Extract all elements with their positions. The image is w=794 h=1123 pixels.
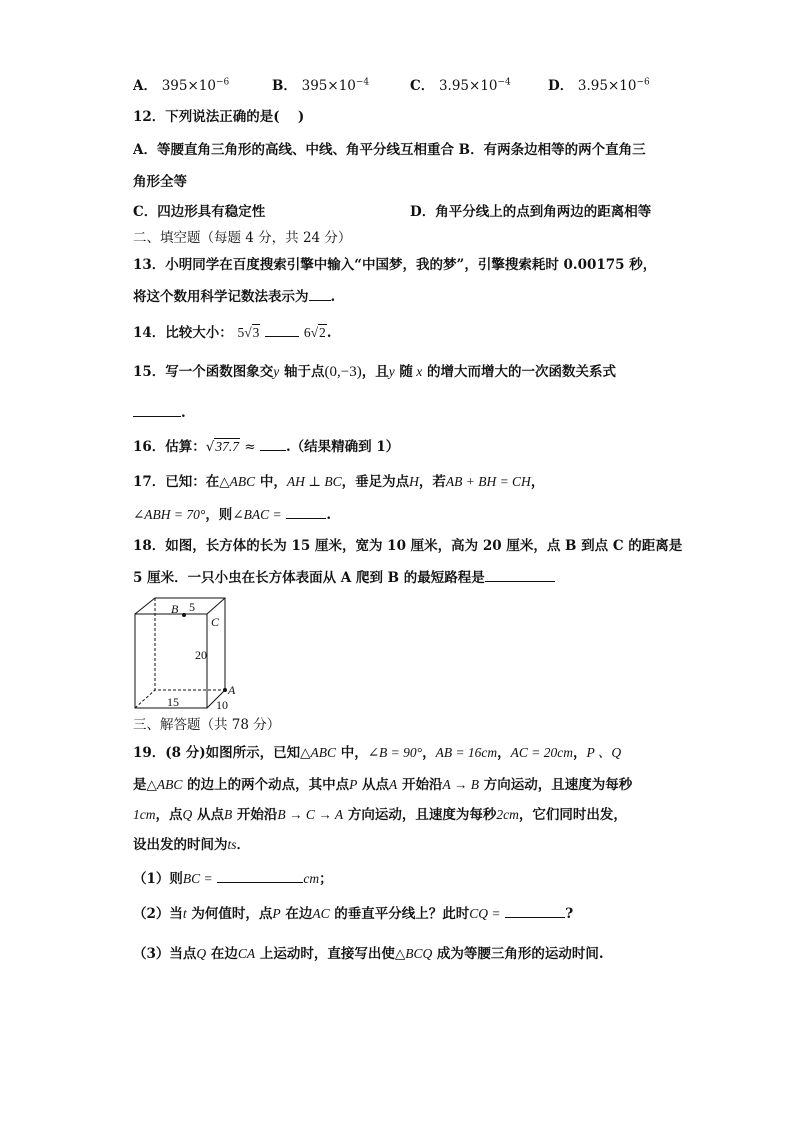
text: ? (565, 906, 574, 922)
option-letter: D． (548, 78, 574, 94)
math: AC = 20cm (510, 745, 574, 760)
option-value: 395×10 (161, 78, 216, 94)
math: Q (196, 946, 207, 961)
text: ， (530, 474, 545, 490)
q19-line3 (133, 806, 627, 824)
text: 从点 (192, 807, 224, 823)
label-b: B (171, 602, 179, 616)
math: t (182, 906, 187, 921)
math: cm (303, 871, 320, 886)
option-value: 3.95×10 (577, 78, 637, 94)
q12-option-c: C．四边形具有稳定性 (133, 204, 266, 220)
q19-sub3 (133, 945, 604, 963)
q14-prefix: 14．比较大小： (133, 325, 233, 341)
answer-blank (265, 323, 299, 337)
math: 1cm (133, 807, 156, 822)
answer-blank (286, 505, 326, 519)
text: 在边 (280, 906, 313, 922)
text: ，且 (361, 364, 389, 380)
q13-line1: 13．小明同学在百度搜索引擎中输入“中国梦，我的梦”，引擎搜索耗时 0.00175 秒， (133, 257, 657, 273)
option-value: 395×10 (301, 78, 356, 94)
text: ，若 (418, 474, 446, 490)
math: ∠ABH = 70° (133, 507, 206, 522)
math: CA (237, 946, 256, 961)
answer-blank (260, 437, 286, 451)
q15-line1 (133, 363, 616, 381)
text: 19．(8 分)如图所示，已知 (133, 745, 301, 761)
q19-sub1 (133, 869, 333, 888)
text: .（结果精确到 1） (285, 439, 400, 455)
math: △ABC (219, 474, 256, 489)
text: ， (497, 745, 511, 761)
var-y: y (273, 364, 280, 379)
option-value: 3.95×10 (438, 78, 498, 94)
text: 随 (394, 364, 413, 380)
math: △ABC (300, 745, 337, 760)
math: P (272, 906, 281, 921)
math: AB = 16cm (435, 745, 498, 760)
option-b (272, 74, 369, 94)
text: ． (236, 837, 251, 853)
math: A (389, 777, 398, 792)
math: ts (227, 837, 237, 852)
coef: 5 (237, 325, 245, 340)
q16 (133, 437, 399, 456)
q13-end: . (330, 289, 336, 305)
q13-text: 将这个数用科学记数法表示为 (133, 289, 309, 305)
edge (207, 598, 225, 614)
text: ， (573, 745, 587, 761)
text: 15．写一个函数图象交 (133, 364, 274, 380)
text: 方向运动，且速度为每秒 (479, 777, 633, 793)
text: 中， (336, 745, 368, 761)
text: 成为等腰三角形的运动时间. (432, 946, 604, 962)
coef: 6 (303, 325, 311, 340)
answer-blank (217, 869, 303, 883)
text: 的增大而增大的一次函数关系式 (422, 364, 616, 380)
text: （3）当点 (133, 946, 197, 962)
math: CQ = (469, 906, 501, 921)
q19-line1 (133, 744, 621, 762)
math: H (409, 474, 419, 489)
label-20: 20 (195, 648, 207, 662)
text: 的垂直平分线上？此时 (329, 906, 470, 922)
math: △ABC (146, 777, 183, 792)
text: ，则 (205, 507, 233, 523)
math: B (223, 807, 233, 822)
math: Q (182, 807, 193, 822)
text: 在边 (206, 946, 238, 962)
q15-end: . (181, 405, 186, 421)
option-letter: C． (410, 78, 435, 94)
text: . (326, 507, 332, 523)
hidden-edge (135, 690, 155, 708)
math: BC = (182, 871, 213, 886)
text: 为何值时，点 (186, 906, 273, 922)
text: 5 厘米．一只小虫在长方体表面从 A 爬到 B 的最短路程是 (133, 570, 485, 586)
q19-line2 (133, 776, 632, 794)
label-10: 10 (216, 698, 228, 712)
q14-expr-b: 6√2 (303, 325, 326, 340)
text: ，点 (155, 807, 183, 823)
math: AC (312, 906, 330, 921)
q12-stem: 12．下列说法正确的是( ) (133, 109, 305, 125)
option-exponent: −4 (355, 77, 370, 88)
text: 17．已知：在 (133, 474, 220, 490)
option-c (410, 74, 511, 94)
text: 的边上的两个动点，其中点 (182, 777, 350, 793)
option-exponent: −4 (497, 77, 511, 88)
option-exponent: −6 (636, 77, 650, 88)
label-a: A (228, 683, 236, 697)
answer-blank (505, 904, 565, 918)
radicand: 2 (319, 325, 326, 340)
math: ∠BAC = (232, 507, 282, 522)
text: 设出发的时间为 (133, 837, 228, 853)
text: 是 (133, 777, 147, 793)
math: P 、Q (586, 745, 622, 760)
text: 中， (255, 474, 287, 490)
q18-line1: 18．如图，长方体的长为 15 厘米，宽为 10 厘米，高为 20 厘米，点 B 到点 C 的距离是 (133, 538, 683, 554)
section-answer-heading: 三、解答题（共 78 分） (133, 717, 281, 733)
text: 从点 (357, 777, 390, 793)
text: （1）则 (133, 871, 183, 887)
math: AH ⊥ BC (286, 474, 342, 489)
option-letter: B． (272, 78, 297, 94)
text: 上运动时，直接写出使 (255, 946, 395, 962)
q14-expr-a: 5√3 (237, 325, 260, 340)
q17-line1 (133, 473, 544, 491)
approx-sign: ≈ (240, 439, 260, 455)
q18-line2 (133, 568, 555, 587)
label-15: 15 (167, 695, 179, 709)
var-x: x (416, 364, 423, 379)
q19-sub2 (133, 904, 573, 923)
q12-option-d: D．角平分线上的点到角两边的距离相等 (410, 204, 652, 220)
q19-line4 (133, 836, 250, 854)
text: ，垂足为点 (341, 474, 410, 490)
radicand: 3 (252, 325, 260, 340)
text: 方向运动，且速度为每秒 (343, 807, 497, 823)
option-a (133, 74, 229, 94)
text: （2）当 (133, 906, 183, 922)
section-fill-in-heading: 二、填空题（每题 4 分，共 24 分） (133, 230, 352, 246)
text: 开始沿 (232, 807, 278, 823)
sqrt-expr: √37.7 (205, 439, 240, 455)
answer-blank (309, 287, 331, 301)
math: B → C → A (277, 807, 344, 822)
q12-options-line2: 角形全等 (133, 174, 187, 190)
answer-blank (485, 568, 555, 582)
label-c: C (211, 615, 220, 629)
text: ，它们同时出发， (518, 807, 627, 823)
math: △BCQ (394, 946, 433, 961)
radicand: 37.7 (215, 439, 240, 454)
text: ， (422, 745, 436, 761)
answer-blank (133, 403, 181, 417)
point-b (182, 613, 186, 617)
text: ； (319, 871, 333, 887)
q14-end: . (326, 325, 332, 341)
option-letter: A． (133, 78, 157, 94)
q17-line2 (133, 505, 331, 524)
math: AB + BH = CH (445, 474, 531, 489)
point-a (223, 688, 227, 692)
cuboid-figure (133, 596, 243, 712)
q15-line2 (133, 403, 186, 422)
math: 2cm (496, 807, 519, 822)
point: (0,−3) (324, 364, 362, 380)
text: 轴于点 (279, 364, 325, 380)
math: A → B (442, 777, 479, 792)
q13-line2 (133, 287, 335, 306)
text: 开始沿 (397, 777, 443, 793)
var-y: y (388, 364, 395, 379)
q12-options-line1: A．等腰直角三角形的高线、中线、角平分线互相重合 B．有两条边相等的两个直角三 (133, 142, 646, 158)
text: 16．估算： (133, 439, 206, 455)
option-d (548, 74, 650, 94)
math: P (349, 777, 358, 792)
label-5: 5 (189, 600, 195, 614)
math: ∠B = 90° (367, 745, 423, 760)
q14 (133, 323, 331, 342)
option-exponent: −6 (215, 77, 230, 88)
